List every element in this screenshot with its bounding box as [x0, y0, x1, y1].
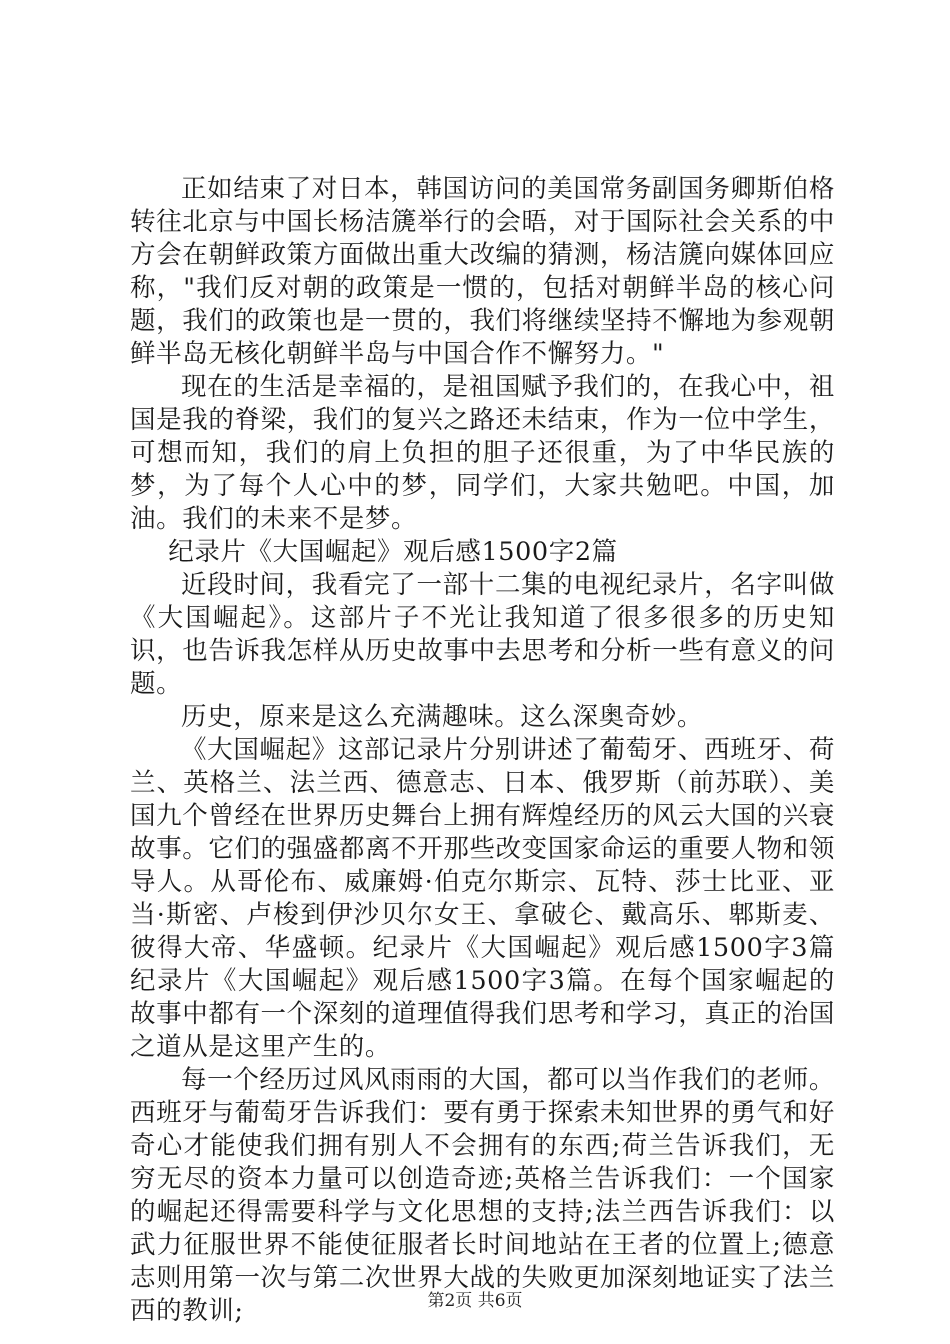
- paragraph-nine-nations: 《大国崛起》这部记录片分别讲述了葡萄牙、西班牙、荷兰、英格兰、法兰西、德意志、日本、俄罗斯（前苏联）、美国九个曾经在世界历史舞台上拥有辉煌经历的风云大国的兴衰故事。它们的强盛都离不开那些改变国家命运的重要人物和领导人。从哥伦布、威廉姆·伯克尔斯宗、瓦特、莎士比亚、亚当·斯密、卢梭到伊沙贝尔女王、拿破仑、戴高乐、郫斯麦、彼得大帝、华盛顿。纪录片《大国崛起》观后感1500字3篇纪录片《大国崛起》观后感1500字3篇。在每个国家崛起的故事中都有一个深刻的道理值得我们思考和学习，真正的治国之道从是这里产生的。: [130, 735, 835, 1062]
- section-heading: 纪录片《大国崛起》观后感1500字2篇: [168, 537, 618, 567]
- paragraph-motherland: 现在的生活是幸福的，是祖国赋予我们的，在我心中，祖国是我的脊梁，我们的复兴之路还未结束，作为一位中学生，可想而知，我们的肩上负担的胆子还很重，为了中华民族的梦，为了每个人心中的梦，同学们，大家共勉吧。中国，加油。我们的未来不是梦。: [130, 372, 835, 534]
- page-footer: 第2页 共6页: [427, 1291, 523, 1311]
- paragraph-diplomacy: 正如结束了对日本，韩国访问的美国常务副国务卿斯伯格转往北京与中国长杨洁篪举行的会晤，对于国际社会关系的中方会在朝鲜政策方面做出重大改编的猜测，杨洁篪向媒体回应称，"我们反对朝的政策是一惯的，包括对朝鲜半岛的核心问题，我们的政策也是一贯的，我们将继续坚持不懈地为参观朝鲜半岛无核化朝鲜半岛与中国合作不懈努力。": [130, 174, 835, 369]
- paragraph-history: 历史，原来是这么充满趣味。这么深奥奇妙。: [181, 702, 704, 732]
- document-body: [130, 173, 835, 1328]
- paragraph-lessons: 每一个经历过风风雨雨的大国，都可以当作我们的老师。西班牙与葡萄牙告诉我们：要有勇于探索未知世界的勇气和好奇心才能使我们拥有别人不会拥有的东西;荷兰告诉我们，无穷无尽的资本力量可以创造奇迹;英格兰告诉我们：一个国家的崛起还得需要科学与文化思想的支持;法兰西告诉我们：以武力征服世界不能使征服者长时间地站在王者的位置上;德意志则用第一次与第二次世界大战的失败更加深刻地证实了法兰西的教训;: [130, 1065, 835, 1326]
- paragraph-intro: 近段时间，我看完了一部十二集的电视纪录片，名字叫做《大国崛起》。这部片子不光让我知道了很多很多的历史知识，也告诉我怎样从历史故事中去思考和分析一些有意义的问题。: [130, 570, 835, 699]
